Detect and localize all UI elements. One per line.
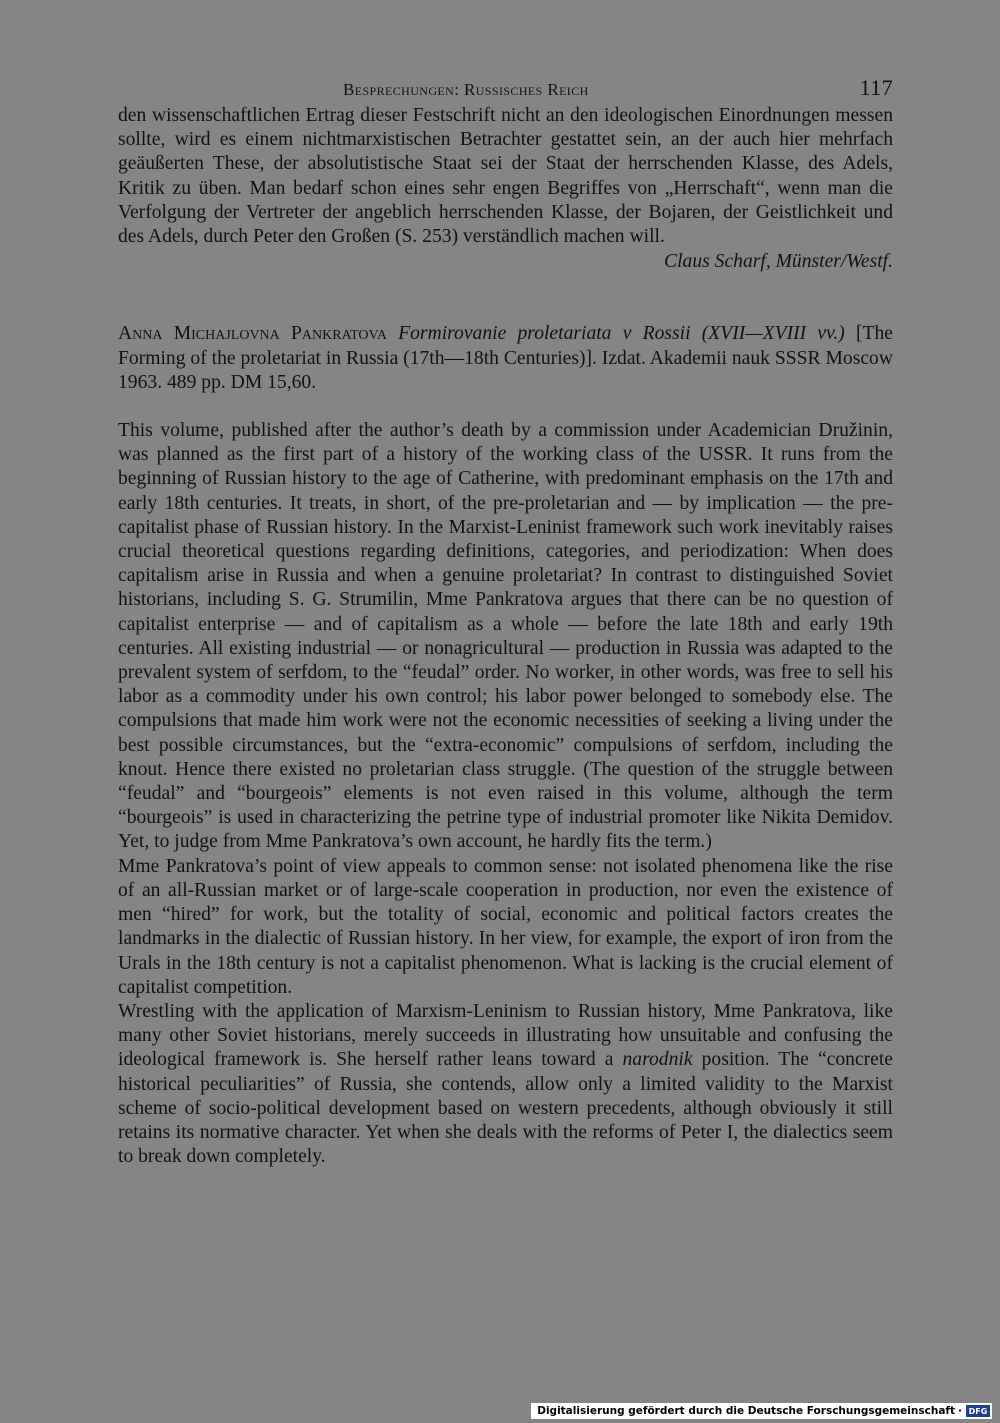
review-paragraph-2: Mme Pankratova’s point of view appeals to common sense: not isolated phenomena like the rise of an all-Russian market or of large-scale cooperation in production, nor even the existence of men “hired” for work, but the totality of social, economic and political factors creates the landmarks in the dialectic of Russian history. In her view, for example, the export of iron from the Urals in the 18th century is not a capitalist phenomenon. What is lacking is the crucial element of capitalist competition. (118, 855, 893, 998)
page-number: 117 (859, 75, 893, 100)
page (118, 74, 893, 1169)
paragraph-3-term: narodnik (622, 1049, 693, 1071)
book-author: Anna Michajlovna Pankratova (118, 323, 387, 345)
dfg-logo-icon: DFG (966, 1405, 990, 1417)
review-body (118, 419, 893, 1169)
digitization-credit (531, 1403, 992, 1419)
review-paragraph-3 (118, 1000, 893, 1169)
review-paragraph-1: This volume, published after the author’s death by a commission under Academician Družinin, was planned as the first part of a history of the working class of the USSR. It runs from the beginning of Russian history to the age of Catherine, with predominant emphasis on the 17th and early 18th centuries. It treats, in short, of the pre-proletarian and — by implication — the pre-capitalist phase of Russian history. In the Marxist-Leninist framework such work inevitably raises crucial theoretical questions regarding definitions, categories, and periodization: When does capitalism arise in Russia and when a genuine proletariat? In contrast to distinguished Soviet historians, including S. G. Strumilin, Mme Pankratova argues that there can be no question of capitalist enterprise — and of capitalism as a whole — before the late 18th and early 19th centuries. All existing industrial — or nonagricultural — production in Russia was adapted to the prevalent system of serfdom, to the “feudal” order. No worker, in other words, was free to sell his labor as a commodity under his own control; his labor power belonged to somebody else. The compulsions that made him work were not the economic necessities of seeking a living under the best possible circumstances, but the “extra-economic” compulsions of serfdom, including the knout. Hence there existed no proletarian class struggle. (The question of the struggle between “feudal” and “bourgeois” elements is not even raised in this volume, although the term “bourgeois” is used in characterizing the petrine type of industrial promoter like Nikita Demidov. Yet, to judge from Mme Pankratova’s own account, he hardly fits the term.) (118, 420, 893, 853)
review-continuation-paragraph: den wissenschaftlichen Ertrag dieser Festschrift nicht an den ideologischen Einordnungen messen sollte, wird es einem nichtmarxistischen Betrachter gestattet sein, an der auch hier mehrfach geäußerten These, der absolutistische Staat sei der Staat der herrschenden Klasse, des Adels, Kritik zu üben. Man bedarf schon eines sehr engen Begriffes von „Herrschaft“, wenn man die Verfolgung der Vertreter der angeblich herrschenden Klasse, der Bojaren, der Geistlichkeit und des Adels, durch Peter den Großen (S. 253) verständlich machen will. (118, 105, 893, 248)
paragraph-3-end: position. The “concrete historical peculiarities” of Russia, she contends, allow only a limited validity to the Marxist scheme of socio-political development based on western precedents, although obviously it still retains its normative character. Yet when she deals with the reforms of Peter I, the dialectics seem to break down completely. (118, 1049, 893, 1168)
credit-separator: · (958, 1405, 962, 1417)
book-bibliography: [The Forming of the proletariat in Russia (17th—18th Centuries)]. Izdat. Akademii nauk SSSR Moscow 1963. 489 pp. DM 15,60. (118, 323, 893, 393)
reviewer-signature: Claus Scharf, Münster/Westf. (664, 251, 893, 273)
book-title: Formirovanie proletariata v Rossii (XVII—XVIII vv.) (398, 323, 845, 345)
running-title: Besprechungen: Russisches Reich (343, 80, 589, 99)
paragraph-3-start: Wrestling with the application of Marxism-Leninism to Russian history, Mme Pankratova, like many other Soviet historians, merely succeeds in illustrating how unsuitable and confusing the ideological framework is. She herself rather leans toward a (118, 1000, 893, 1071)
running-head (118, 74, 893, 104)
credit-text: Digitalisierung gefördert durch die Deutsche Forschungsgemeinschaft (537, 1405, 955, 1417)
review-citation (118, 322, 893, 395)
